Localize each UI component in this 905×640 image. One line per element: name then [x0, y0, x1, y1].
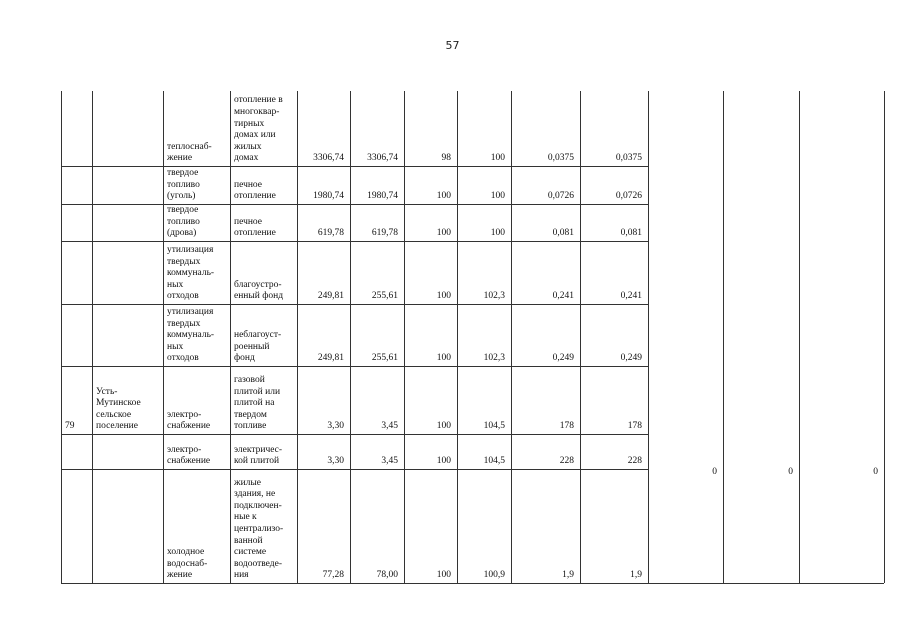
cell-service: утилизация твердых коммуналь- ных отходов — [167, 307, 215, 364]
cell-n1: 228 — [559, 456, 574, 467]
cell-v2: 619,78 — [371, 228, 398, 239]
cell-v1: 249,81 — [317, 353, 344, 364]
cell-subject: неблагоуст- роенный фонд — [234, 330, 282, 364]
column-divider — [457, 91, 458, 583]
cell-service: твердое топливо (дрова) — [167, 205, 200, 239]
cell-p1: 100 — [436, 421, 451, 432]
cell-subject: печное отопление — [234, 216, 276, 239]
cell-v1: 1980,74 — [313, 191, 344, 202]
cell-v2: 3,45 — [381, 421, 398, 432]
column-divider — [723, 91, 724, 583]
cell-service: утилизация твердых коммуналь- ных отходов — [167, 245, 215, 302]
cell-service: электро- снабжение — [167, 444, 211, 467]
cell-v1: 77,28 — [322, 570, 344, 581]
cell-n2: 0,241 — [620, 291, 642, 302]
cell-no: 79 — [65, 421, 75, 432]
table-bottom-border — [61, 583, 884, 584]
cell-p1: 98 — [441, 153, 451, 164]
cell-service: холодное водоснаб- жение — [167, 547, 208, 581]
summary-cell-c2: 0 — [788, 467, 793, 477]
cell-service: электро- снабжение — [167, 409, 211, 432]
cell-settlement: Усть- Мутинское сельское поселение — [96, 386, 141, 432]
cell-v2: 255,61 — [371, 353, 398, 364]
column-divider — [799, 91, 800, 583]
row-divider — [61, 469, 648, 470]
column-divider — [61, 91, 62, 583]
row-divider — [61, 366, 648, 367]
cell-n1: 0,0726 — [547, 191, 574, 202]
cell-p1: 100 — [436, 228, 451, 239]
cell-n2: 1,9 — [630, 570, 642, 581]
cell-n1: 0,081 — [552, 228, 574, 239]
cell-p2: 102,3 — [483, 291, 505, 302]
summary-cell-c1: 0 — [712, 467, 717, 477]
cell-subject: отопление в многоквар- тирных домах или жилых домах — [234, 95, 283, 164]
cell-service: теплоснаб- жение — [167, 141, 212, 164]
cell-subject: электричес- кой плитой — [234, 444, 283, 467]
row-divider — [61, 304, 648, 305]
cell-n2: 0,0726 — [615, 191, 642, 202]
cell-n2: 0,081 — [620, 228, 642, 239]
cell-v1: 3,30 — [327, 421, 344, 432]
column-divider — [350, 91, 351, 583]
cell-p1: 100 — [436, 191, 451, 202]
row-divider — [61, 434, 648, 435]
cell-p1: 100 — [436, 291, 451, 302]
row-divider — [61, 166, 648, 167]
column-divider — [230, 91, 231, 583]
cell-n1: 0,241 — [552, 291, 574, 302]
row-divider — [61, 241, 648, 242]
cell-v1: 3,30 — [327, 456, 344, 467]
row-divider — [61, 204, 648, 205]
column-divider — [648, 91, 649, 583]
cell-n2: 0,249 — [620, 353, 642, 364]
cell-n2: 178 — [627, 421, 642, 432]
column-divider — [580, 91, 581, 583]
cell-p2: 100 — [490, 191, 505, 202]
column-divider — [511, 91, 512, 583]
cell-v2: 78,00 — [376, 570, 398, 581]
cell-v2: 3,45 — [381, 456, 398, 467]
cell-v1: 3306,74 — [313, 153, 344, 164]
column-divider — [404, 91, 405, 583]
cell-subject: жилые здания, не подключен- ные к централизо- ванной системе водоотведе- ния — [234, 477, 284, 581]
cell-p1: 100 — [436, 456, 451, 467]
cell-p1: 100 — [436, 353, 451, 364]
cell-n1: 1,9 — [562, 570, 574, 581]
cell-v2: 3306,74 — [367, 153, 398, 164]
page-number: 57 — [445, 39, 460, 52]
cell-p2: 100,9 — [483, 570, 505, 581]
cell-v2: 1980,74 — [367, 191, 398, 202]
column-divider — [92, 91, 93, 583]
cell-p2: 104,5 — [483, 456, 505, 467]
cell-subject: газовой плитой или плитой на твердом топливе — [234, 375, 281, 432]
cell-v1: 249,81 — [317, 291, 344, 302]
cell-n1: 178 — [559, 421, 574, 432]
cell-p2: 104,5 — [483, 421, 505, 432]
cell-n1: 0,0375 — [547, 153, 574, 164]
column-divider — [163, 91, 164, 583]
cell-p2: 102,3 — [483, 353, 505, 364]
cell-v2: 255,61 — [371, 291, 398, 302]
cell-subject: благоустро- енный фонд — [234, 279, 284, 302]
cell-n2: 0,0375 — [615, 153, 642, 164]
cell-n2: 228 — [627, 456, 642, 467]
column-divider — [884, 91, 885, 583]
cell-n1: 0,249 — [552, 353, 574, 364]
column-divider — [297, 91, 298, 583]
cell-service: твердое топливо (уголь) — [167, 168, 200, 202]
cell-p1: 100 — [436, 570, 451, 581]
cell-v1: 619,78 — [317, 228, 344, 239]
summary-cell-c3: 0 — [873, 467, 878, 477]
cell-p2: 100 — [490, 228, 505, 239]
cell-p2: 100 — [490, 153, 505, 164]
cell-subject: печное отопление — [234, 179, 276, 202]
